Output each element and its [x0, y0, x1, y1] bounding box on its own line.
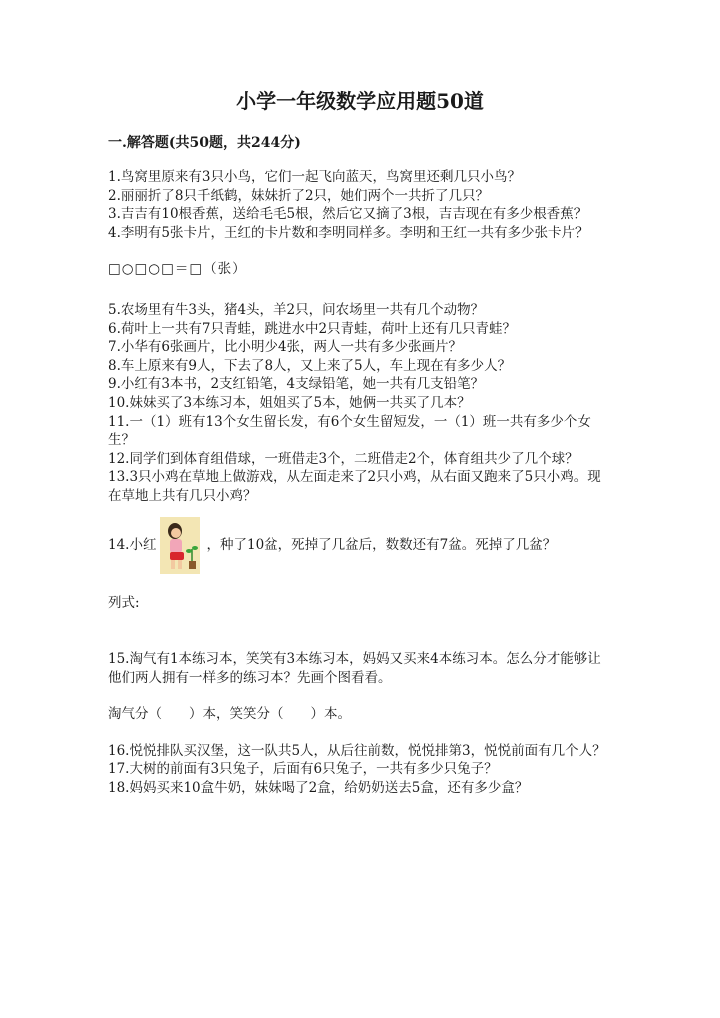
question-15-answer-line: 淘气分（ ）本，笑笑分（ ）本。: [108, 706, 351, 723]
question-6: 6.荷叶上一共有7只青蛙，跳进水中2只青蛙，荷叶上还有几只青蛙？: [108, 320, 517, 337]
question-14: [108, 516, 610, 576]
formula-blank: □○□○□＝□（张）: [108, 261, 247, 278]
question-7: 7.小华有6张画片，比小明少4张，两人一共有多少张画片？: [108, 339, 463, 356]
page-title: 小学一年级数学应用题50道: [236, 89, 484, 113]
question-2: 2.丽丽折了8只千纸鹤，妹妹折了2只，她们两个一共折了几只？: [108, 187, 490, 204]
question-3: 3.吉吉有10根香蕉，送给毛毛5根，然后它又摘了3根，吉吉现在有多少根香蕉？: [108, 206, 588, 223]
question-5: 5.农场里有牛3头，猪4头，羊2只，问农场里一共有几个动物？: [108, 301, 485, 318]
question-16: 16.悦悦排队买汉堡，这一队共5人，从后往前数，悦悦排第3，悦悦前面有几个人？: [108, 742, 606, 759]
question-10: 10.妹妹买了3本练习本，姐姐买了5本，她俩一共买了几本？: [108, 394, 471, 411]
question-14-suffix: ，种了10盆，死掉了几盆后，数数还有7盆。死掉了几盆？: [206, 537, 557, 554]
question-17: 17.大树的前面有3只兔子，后面有6只兔子，一共有多少只兔子？: [108, 761, 498, 778]
question-18: 18.妈妈买来10盒牛奶，妹妹喝了2盒，给奶奶送去5盒，还有多少盒？: [108, 780, 529, 797]
question-list: [108, 168, 610, 798]
question-4: 4.李明有5张卡片，王红的卡片数和李明同样多。李明和王红一共有多少张卡片？: [108, 224, 589, 241]
section-header: 一.解答题(共50题，共244分): [108, 135, 301, 151]
question-9: 9.小红有3本书，2支红铅笔，4支绿铅笔，她一共有几支铅笔？: [108, 376, 485, 393]
question-15: 15.淘气有1本练习本，笑笑有3本练习本，妈妈又买来4本练习本。怎么分才能够让他们两人拥有一样多的练习本？先画个图看看。: [108, 651, 601, 686]
equation-label: 列式:: [108, 594, 140, 611]
question-11: 11.一（1）班有13个女生留长发，有6个女生留短发，一（1）班一共有多少个女生？: [108, 413, 591, 449]
question-14-prefix: 14.小红: [108, 537, 157, 554]
question-1: 1.鸟窝里原来有3只小鸟，它们一起飞向蓝天，鸟窝里还剩几只小鸟？: [108, 169, 521, 185]
girl-with-plant-picture-icon: [160, 517, 200, 574]
question-12: 12.同学们到体育组借球，一班借走3个，二班借走2个，体育组共少了几个球？: [108, 450, 579, 467]
question-8: 8.车上原来有9人，下去了8人，又上来了5人，车上现在有多少人？: [108, 357, 512, 374]
question-13: 13.3只小鸡在草地上做游戏，从左面走来了2只小鸡，从右面又跑来了5只小鸡。现在草地上共有几只小鸡？: [108, 469, 601, 504]
